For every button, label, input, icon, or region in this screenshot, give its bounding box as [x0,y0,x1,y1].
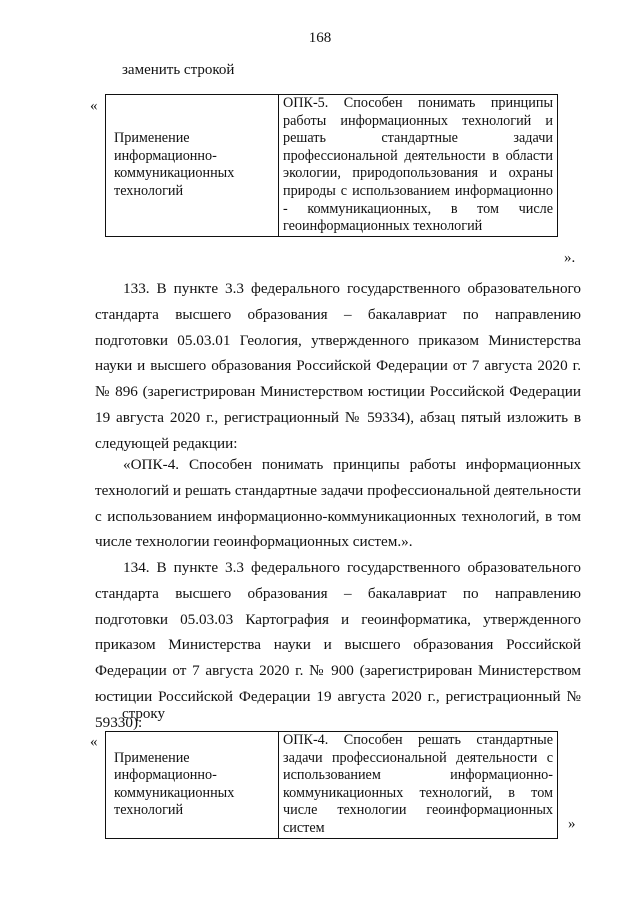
paragraph-133: 133. В пункте 3.3 федерального государственного образовательного стандарта высшего образования – бакалавриат по направлению подготовки 05.03.01 Геология, утвержденного приказом Министерства науки и высшего образования Российской Федерации от 7 августа 2020 г. № 896 (зарегистрирован Министерством юстиции Российской Федерации 19 августа 2020 г., регистрационный № 59334), абзац пятый изложить в следующей редакции: [95,280,581,452]
table1-open-quote: « [90,98,98,114]
table1-left-cell: Применение информационно-коммуникационных технологий [106,95,279,237]
competency-table-1 [105,94,558,237]
quote-opk4: «ОПК-4. Способен понимать принципы работы информационных технологий и решать стандартные задачи профессиональной деятельности с использованием информационно-коммуникационных технологий, в том числе технологии геоинформационных систем.». [95,456,581,551]
competency-table-2 [105,731,558,839]
paragraph-134: 134. В пункте 3.3 федерального государственного образовательного стандарта высшего образования – бакалавриат по направлению подготовки 05.03.03 Картография и геоинформатика, утвержденного приказом Министерства науки и высшего образования Российской Федерации от 7 августа 2020 г. № 900 (зарегистрирован Министерством юстиции Российской Федерации 19 августа 2020 г., регистрационный № 59330): [95,559,581,731]
table2-open-quote: « [90,734,98,750]
stroku-text: строку [122,706,165,722]
table2-right-cell: ОПК-4. Способен решать стандартные задачи профессиональной деятельности с использованием информационно-коммуникационных технологий, в том числе технологии геоинформационных систем [279,732,558,839]
page-number: 168 [308,30,332,46]
table2-close-quote: » [568,816,576,832]
table1-close-quote: ». [564,250,576,266]
intro-text: заменить строкой [122,62,235,78]
table2-left-cell: Применение информационно-коммуникационных технологий [106,732,279,839]
table1-right-cell: ОПК-5. Способен понимать принципы работы информационных технологий и решать стандартные задачи профессиональной деятельности в области экологии, природопользования и охраны природы с использованием информационно - коммуникационных, в том числе геоинформационных технологий [279,95,558,237]
